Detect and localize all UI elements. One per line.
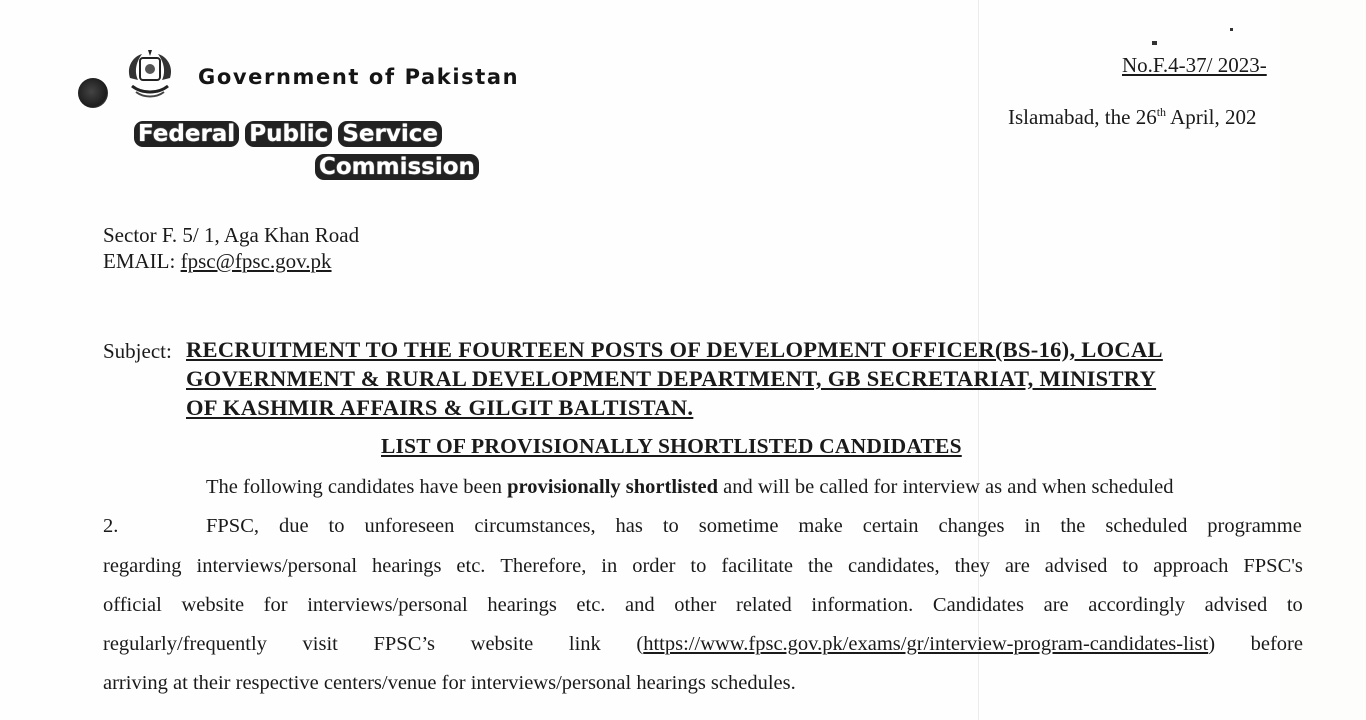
word: certain (862, 515, 919, 537)
logo-word-commission: Commission (315, 154, 479, 180)
word: advised (1204, 594, 1268, 616)
word: unforeseen (364, 515, 455, 537)
address-block (103, 222, 359, 274)
word: scheduled (1105, 515, 1188, 537)
logo-word-public: Public (245, 121, 332, 147)
word: to (690, 555, 707, 577)
subject-line-2: GOVERNMENT & RURAL DEVELOPMENT DEPARTMENT, GB SECRETARIAT, MINISTRY (186, 366, 1157, 391)
word: circumstances, (474, 515, 596, 537)
word: other (674, 594, 717, 616)
word: and (625, 594, 655, 616)
word: changes (938, 515, 1005, 537)
word: interviews/personal (307, 594, 468, 616)
word: FPSC’s (373, 633, 436, 655)
word: related (736, 594, 792, 616)
paragraph-2-line-5: arriving at their respective centers/venue for interviews/personal hearings schedules. (103, 672, 796, 694)
email-line (103, 248, 359, 274)
punch-hole (78, 78, 108, 108)
date-rest: April, 202 (1166, 105, 1257, 129)
government-title: Government of Pakistan (198, 65, 520, 89)
word: in (1024, 515, 1041, 537)
word: programme (1207, 515, 1302, 537)
word: due (278, 515, 309, 537)
para1-text-after: and will be called for interview as and when scheduled (718, 476, 1174, 498)
paragraph-2-line-2 (103, 555, 1303, 578)
word: sometime (698, 515, 779, 537)
word: visit (302, 633, 338, 655)
address-line: Sector F. 5/ 1, Aga Khan Road (103, 223, 360, 247)
word: information. (811, 594, 914, 616)
word: regarding (103, 555, 182, 577)
commission-logo-line1 (134, 121, 440, 147)
dateline (1008, 105, 1256, 130)
ink-speck (1230, 28, 1233, 31)
word: hearings (487, 594, 557, 616)
email-label: EMAIL: (103, 249, 181, 273)
ink-speck (1152, 41, 1157, 45)
word: to (662, 515, 679, 537)
subject-text (186, 335, 1366, 422)
word: ( (636, 633, 644, 655)
word: to (1122, 555, 1139, 577)
word: before (1250, 633, 1303, 655)
state-emblem-icon (122, 48, 178, 102)
word: they (954, 555, 990, 577)
word: interviews/personal (196, 555, 358, 577)
word: FPSC, (206, 515, 260, 537)
word: are (1004, 555, 1030, 577)
word: candidates, (847, 555, 940, 577)
website-link[interactable]: https://www.fpsc.gov.pk/exams/gr/interview-program-candidates-list (643, 633, 1209, 655)
subject-line-3: OF KASHMIR AFFAIRS & GILGIT BALTISTAN. (186, 395, 694, 420)
paragraph-2-line-1 (206, 515, 1302, 538)
word: link (568, 633, 601, 655)
word: regularly/frequently (103, 633, 267, 655)
word: FPSC's (1243, 555, 1303, 577)
date-prefix: Islamabad, the 26 (1008, 105, 1157, 129)
word: make (798, 515, 843, 537)
logo-word-service: Service (338, 121, 442, 147)
logo-word-federal: Federal (134, 121, 239, 147)
word: for (263, 594, 288, 616)
date-suffix: th (1156, 105, 1167, 119)
commission-logo-line2 (315, 154, 477, 180)
paragraph-2-number: 2. (103, 515, 119, 537)
para1-text-before: The following candidates have been (206, 476, 508, 498)
paragraph-2-line-3 (103, 594, 1303, 617)
word: approach (1153, 555, 1229, 577)
word: Candidates (932, 594, 1024, 616)
paragraph-1 (206, 476, 1173, 499)
word: the (807, 555, 834, 577)
word: ) (1208, 633, 1216, 655)
list-heading: LIST OF PROVISIONALLY SHORTLISTED CANDIDATES (381, 434, 962, 458)
word: official (103, 594, 162, 616)
word: accordingly (1088, 594, 1186, 616)
word: website (470, 633, 534, 655)
word: etc. (576, 594, 606, 616)
para1-bold-text: provisionally shortlisted (507, 476, 719, 498)
subject-label: Subject: (103, 339, 172, 363)
word: advised (1044, 555, 1108, 577)
subject-line-1: RECRUITMENT TO THE FOURTEEN POSTS OF DEVELOPMENT OFFICER(BS-16), LOCAL (186, 337, 1163, 362)
paragraph-2-line-4 (103, 633, 1303, 656)
word: etc. (456, 555, 486, 577)
link-group (636, 633, 1215, 656)
word: to (328, 515, 345, 537)
word: the (1060, 515, 1086, 537)
word: facilitate (721, 555, 794, 577)
word: Therefore, (500, 555, 587, 577)
word: to (1286, 594, 1303, 616)
email-link[interactable]: fpsc@fpsc.gov.pk (180, 249, 332, 273)
word: in (601, 555, 618, 577)
word: website (181, 594, 245, 616)
word: order (632, 555, 676, 577)
word: are (1043, 594, 1069, 616)
reference-number: No.F.4-37/ 2023- (1122, 53, 1267, 77)
word: has (615, 515, 643, 537)
word: hearings (372, 555, 442, 577)
